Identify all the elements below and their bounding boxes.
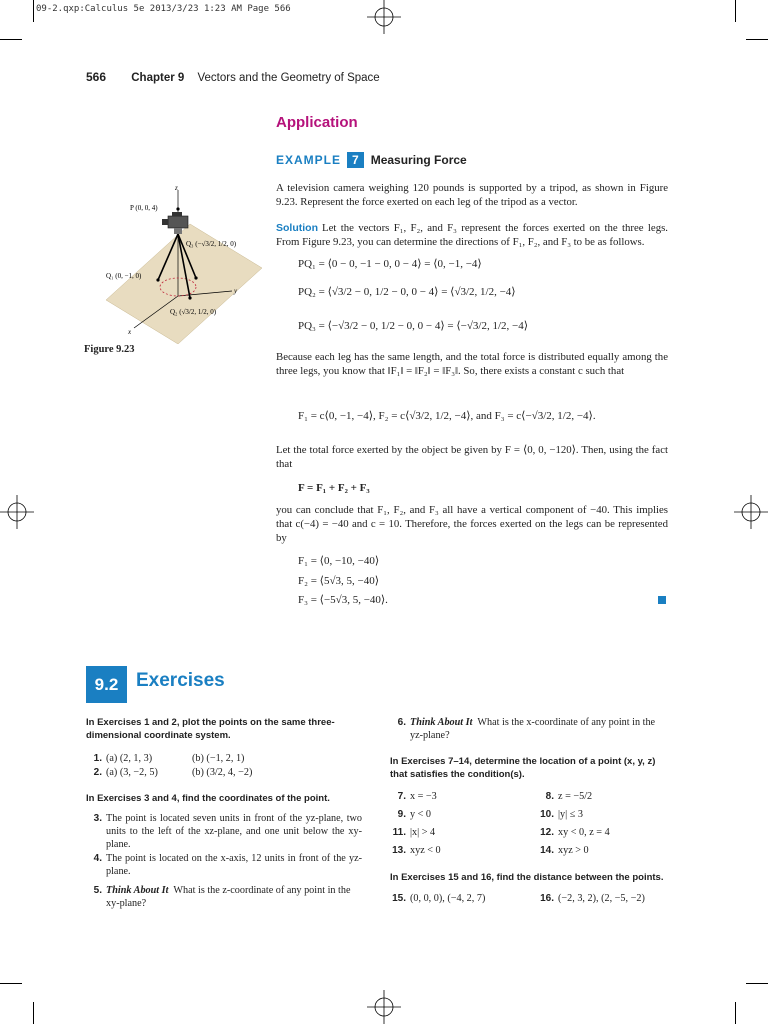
registration-mark-icon [367, 990, 401, 1024]
point-p-label: P (0, 0, 4) [130, 204, 158, 212]
exercise-text: x = −3 [410, 791, 437, 802]
exercise-text: |y| ≤ 3 [558, 809, 583, 820]
equation-forces-c: F₁ = c⟨0, −1, −4⟩, F₂ = c⟨√3/2, 1/2, −4⟩, and F₃ = c⟨−√3/2, 1/2, −4⟩. [298, 410, 596, 422]
exercise-8 [538, 790, 668, 803]
exercise-number: 13. [392, 845, 406, 856]
exercise-5 [86, 884, 362, 910]
exercise-number: 9. [397, 809, 406, 820]
crop-mark [33, 1002, 34, 1024]
exercise-number: 1. [93, 753, 102, 764]
exercise-number: 2. [93, 767, 102, 778]
instruction-15-16: In Exercises 15 and 16, find the distance between the points. [390, 872, 664, 883]
think-about-it-label: Think About It [410, 717, 473, 728]
exercise-9 [390, 808, 538, 821]
crop-mark [746, 983, 768, 984]
example-heading [276, 152, 467, 168]
instruction-7-14: In Exercises 7–14, determine the location of a point (x, y, z) that satisfies the condition(s). [390, 756, 656, 780]
chapter-label: Chapter 9 [131, 72, 185, 84]
exercise-15 [390, 892, 538, 905]
exercise-part-a: (a) (2, 1, 3) [106, 753, 153, 764]
solution-label: Solution [276, 222, 318, 234]
equation-sum: F = F₁ + F₂ + F₃ [298, 482, 370, 494]
crop-mark [33, 0, 34, 22]
exercises-left-column [86, 716, 362, 910]
exercise-number: 5. [93, 885, 102, 896]
paragraph-total-force: Let the total force exerted by the object be given by F = ⟨0, 0, −120⟩. Then, using the fact that [276, 444, 668, 470]
exercise-10 [538, 808, 668, 821]
point-q1-label: Q₁ (0, −1, 0) [106, 272, 142, 280]
exercise-number: 10. [540, 809, 554, 820]
exercise-number: 4. [93, 853, 102, 864]
exercises-15-16-grid [390, 892, 668, 905]
exercises-7-14-grid [390, 790, 668, 857]
example-problem: A television camera weighing 120 pounds is supported by a tripod, as shown in Figure 9.23. Represent the force exerted on each leg of the tripod as a vector. [276, 182, 668, 208]
page-number: 566 [86, 70, 107, 84]
exercise-number: 15. [392, 893, 406, 904]
exercise-14 [538, 844, 668, 857]
point-q2-label: Q₂ (√3/2, 1/2, 0) [170, 308, 217, 316]
application-heading: Application [276, 114, 358, 131]
section-number-badge: 9.2 [86, 666, 127, 703]
exercise-text: (−2, 3, 2), (2, −5, −2) [558, 893, 645, 904]
example-title: Measuring Force [370, 153, 467, 167]
exercise-16 [538, 892, 668, 905]
equation-f1: F₁ = ⟨0, −10, −40⟩ [298, 555, 380, 567]
exercise-11 [390, 826, 538, 839]
example-end-mark [658, 596, 666, 604]
exercise-number: 8. [545, 791, 554, 802]
exercise-number: 12. [540, 827, 554, 838]
equation-pq3: PQ₃ = ⟨−√3/2 − 0, 1/2 − 0, 0 − 4⟩ = ⟨−√3/2, 1/2, −4⟩ [298, 320, 528, 332]
tripod-figure [86, 184, 262, 344]
exercise-6 [390, 716, 668, 742]
registration-mark-icon [734, 495, 768, 529]
equation-f2: F₂ = ⟨5√3, 5, −40⟩ [298, 575, 379, 587]
point-q1 [156, 278, 159, 281]
exercise-text: xyz < 0 [410, 845, 441, 856]
paragraph-conclusion: you can conclude that F₁, F₂, and F₃ all have a vertical component of −40. This implies that c(−4) = −40 and c = 10. Therefore, the forces exerted on the legs can be represented by [276, 504, 668, 544]
printer-slug: 09-2.qxp:Calculus 5e 2013/3/23 1:23 AM Page 566 [36, 4, 291, 14]
equation-pq2: PQ₂ = ⟨√3/2 − 0, 1/2 − 0, 0 − 4⟩ = ⟨√3/2, 1/2, −4⟩ [298, 286, 516, 298]
exercise-12 [538, 826, 668, 839]
exercise-text: The point is located seven units in front of the yz-plane, two units to the left of the xz-plane, and one unit below the xy-plane. [106, 813, 362, 850]
exercise-2 [86, 766, 362, 779]
crop-mark [746, 39, 768, 40]
exercise-part-b: (b) (−1, 2, 1) [192, 753, 245, 764]
example-label: EXAMPLE [276, 153, 342, 167]
registration-mark-icon [0, 495, 34, 529]
exercise-13 [390, 844, 538, 857]
crop-mark [735, 1002, 736, 1024]
exercise-number: 7. [397, 791, 406, 802]
exercise-4 [86, 852, 362, 878]
exercise-number: 11. [392, 827, 406, 838]
exercise-text: The point is located on the x-axis, 12 units in front of the yz-plane. [106, 853, 362, 877]
crop-mark [735, 0, 736, 22]
point-q2 [188, 296, 191, 299]
instruction-3-4: In Exercises 3 and 4, find the coordinates of the point. [86, 793, 330, 804]
example-number-badge: 7 [347, 152, 364, 168]
y-axis-label: y [234, 287, 238, 295]
section-title: Exercises [136, 670, 225, 691]
point-q3-label: Q₃ (−√3/2, 1/2, 0) [186, 240, 237, 248]
exercise-part-b: (b) (3/2, 4, −2) [192, 767, 253, 778]
paragraph-equal-legs: Because each leg has the same length, and the total force is distributed equally among the three legs, you know that ‖F₁‖ = ‖F₂‖ = ‖F₃‖. So, there exists a constant c such that [276, 351, 668, 377]
point-q3 [194, 276, 197, 279]
think-about-it-label: Think About It [106, 885, 169, 896]
figure-caption: Figure 9.23 [84, 344, 135, 355]
equation-f3: F₃ = ⟨−5√3, 5, −40⟩. [298, 594, 388, 606]
xy-plane [106, 224, 262, 344]
equation-pq1: PQ₁ = ⟨0 − 0, −1 − 0, 0 − 4⟩ = ⟨0, −1, −4⟩ [298, 258, 482, 270]
exercise-number: 14. [540, 845, 554, 856]
exercise-text: What is the z-coordinate of any point in the xy-plane? [106, 885, 351, 909]
exercises-right-column [390, 716, 668, 905]
exercise-7 [390, 790, 538, 803]
point-p [176, 207, 179, 210]
exercise-3 [86, 812, 362, 851]
exercise-part-a: (a) (3, −2, 5) [106, 767, 158, 778]
exercise-number: 6. [397, 717, 406, 728]
exercise-text: z = −5/2 [558, 791, 593, 802]
solution-text: Let the vectors F₁, F₂, and F₃ represent the forces exerted on the three legs. From Figure 9.23, you can determine the directions of F₁, F₂, and F₃ to be as follows. [276, 222, 668, 248]
solution-paragraph [276, 221, 668, 249]
registration-mark-icon [367, 0, 401, 34]
z-axis-label: z [175, 184, 178, 192]
exercise-text: What is the x-coordinate of any point in the yz-plane? [410, 717, 656, 741]
chapter-title: Vectors and the Geometry of Space [197, 72, 380, 84]
running-head [86, 70, 686, 90]
exercise-text: |x| > 4 [410, 827, 436, 838]
instruction-1-2: In Exercises 1 and 2, plot the points on the same three-dimensional coordinate system. [86, 717, 335, 741]
exercise-text: xy < 0, z = 4 [558, 827, 610, 838]
exercise-number: 3. [93, 813, 102, 824]
x-axis-label: x [128, 328, 132, 336]
exercise-text: xyz > 0 [558, 845, 589, 856]
exercise-number: 16. [540, 893, 554, 904]
crop-mark [0, 983, 22, 984]
exercise-text: y < 0 [410, 809, 432, 820]
exercise-1 [86, 752, 362, 765]
crop-mark [0, 39, 22, 40]
exercise-text: (0, 0, 0), (−4, 2, 7) [410, 893, 486, 904]
